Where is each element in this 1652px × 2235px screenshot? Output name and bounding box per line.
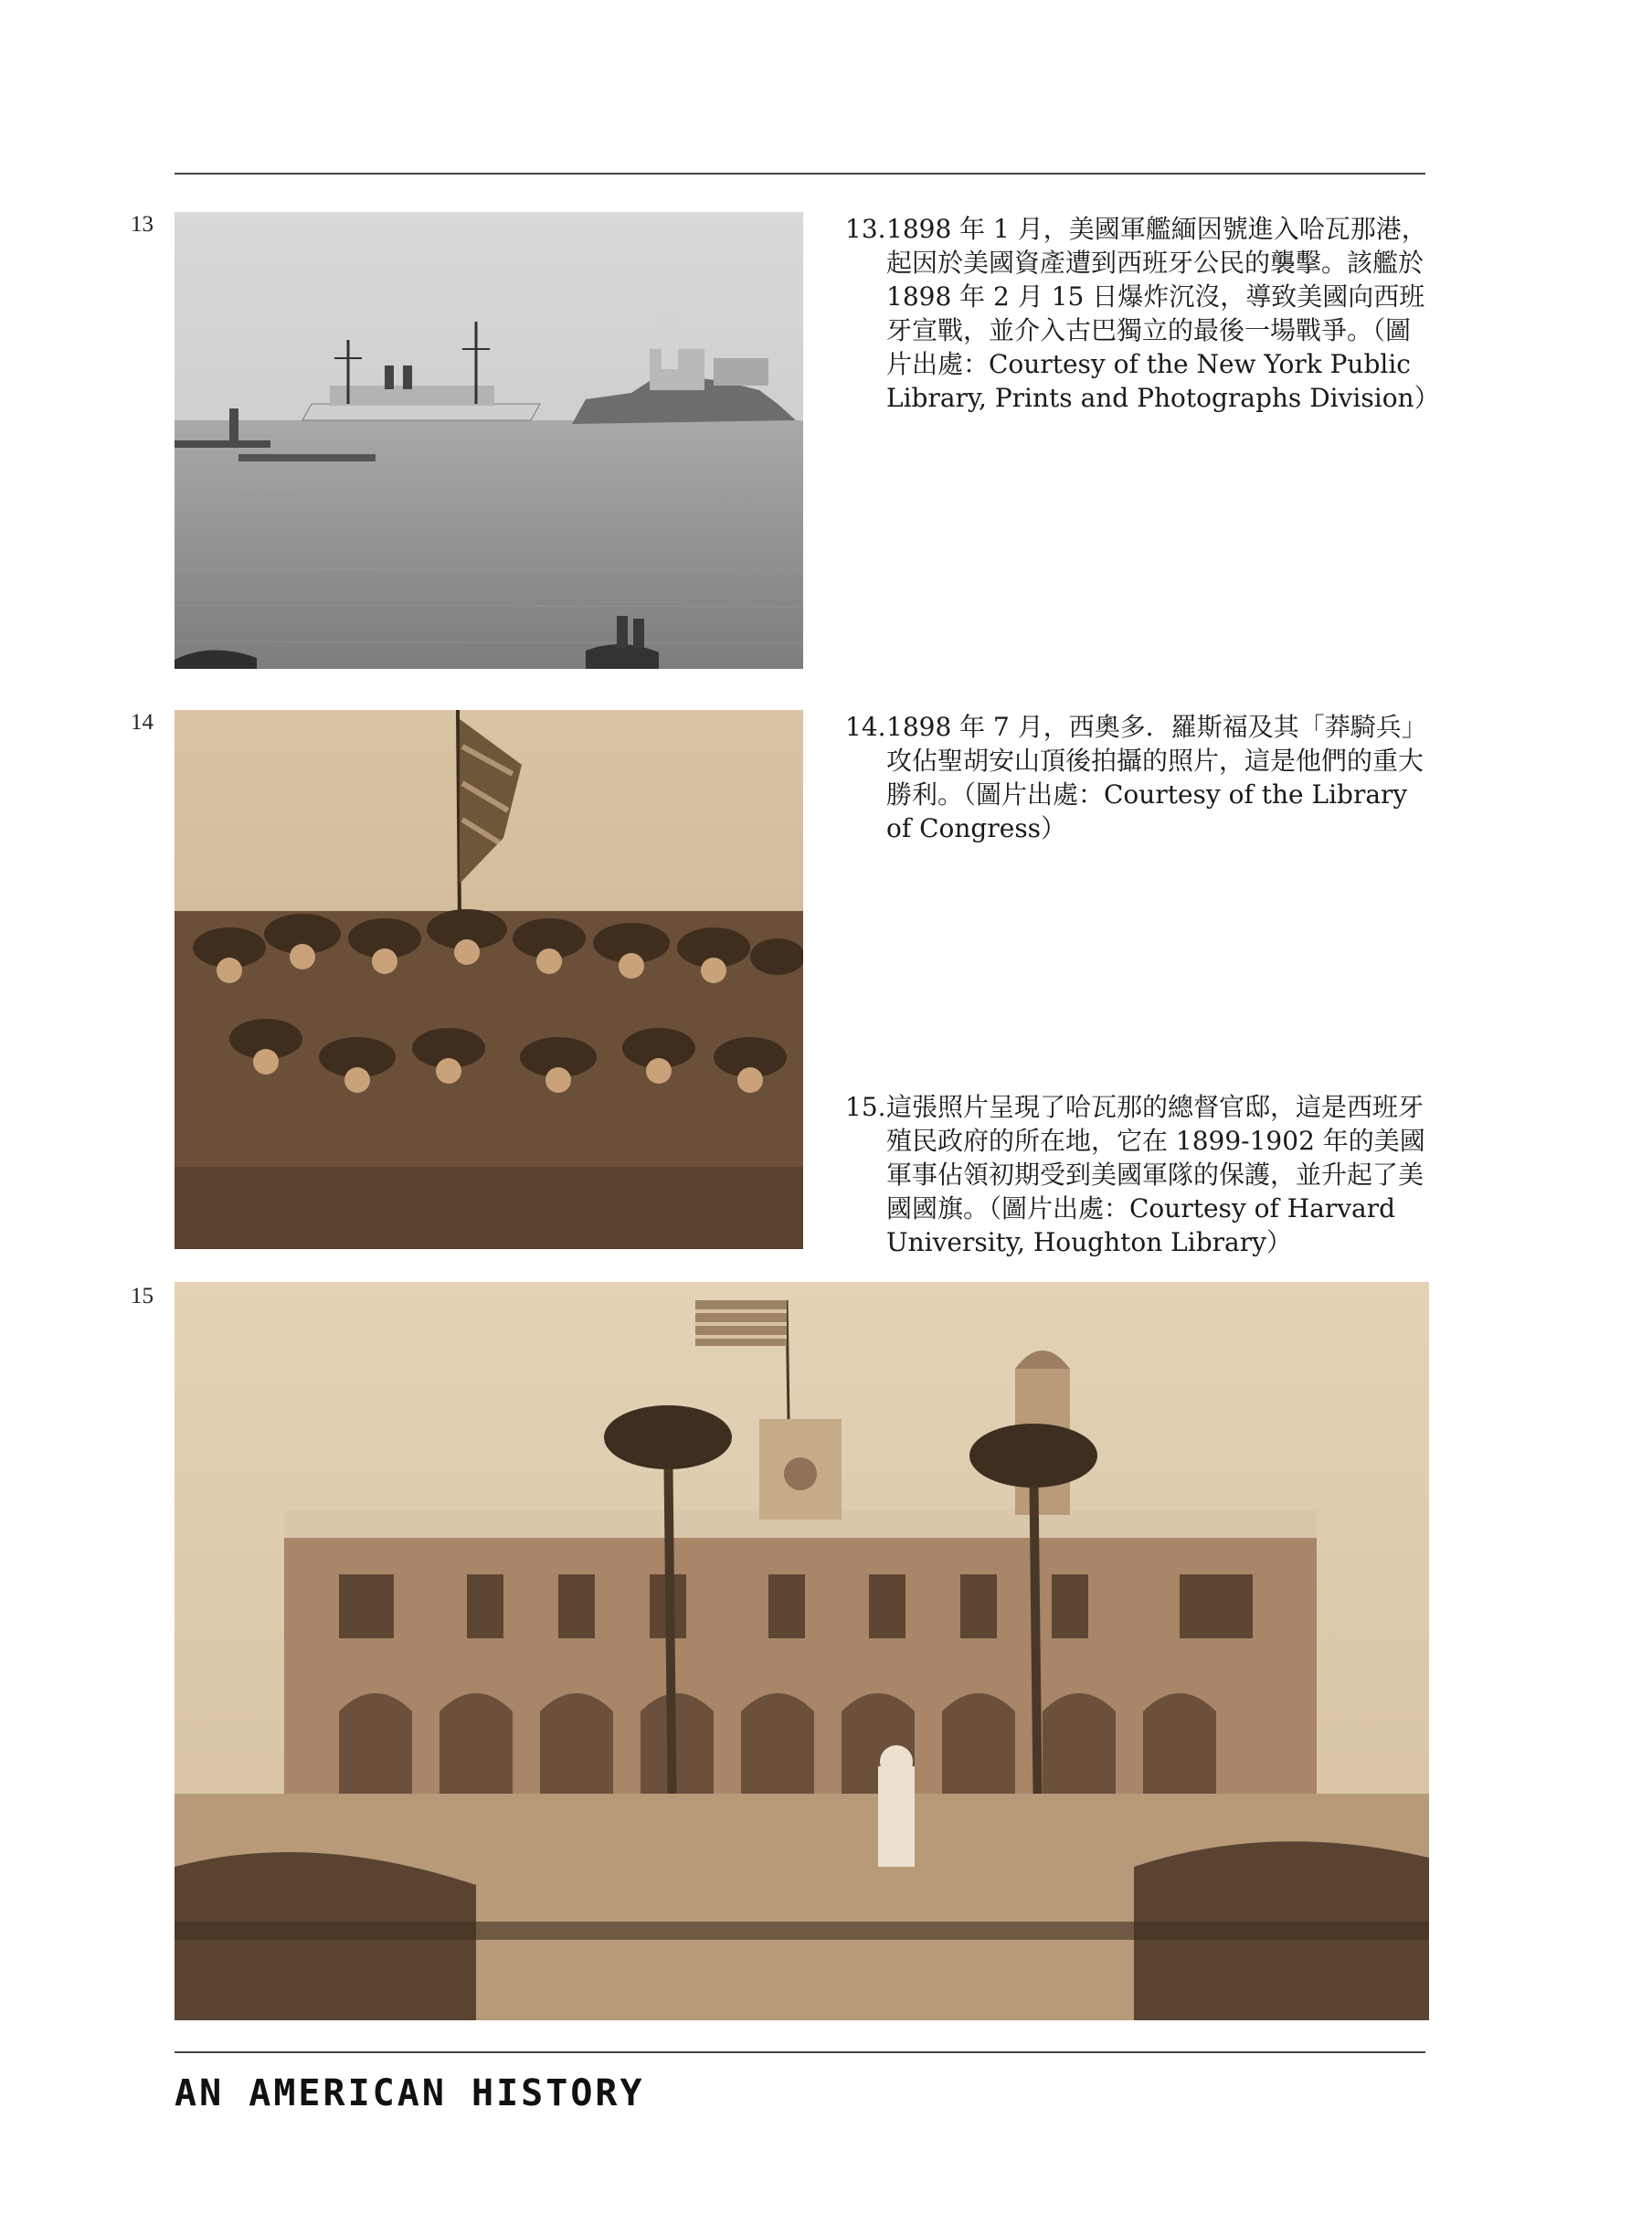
figure-15-photo-governors-palace (175, 1282, 1429, 2020)
figure-13-photo-harbor-battleship (175, 212, 803, 669)
figure-13-caption-number: 13. (845, 214, 886, 244)
footer-book-title: AN AMERICAN HISTORY (175, 2072, 645, 2114)
figure-14-caption-text: 1898 年 7 月，西奧多．羅斯福及其「莽騎兵」攻佔聖胡安山頂後拍攝的照片，這是他們的重大勝利。（圖片出處：Courtesy of the Library of Congress） (886, 712, 1427, 843)
figure-15-number: 15 (131, 1284, 154, 1308)
figure-14-caption (845, 710, 1430, 845)
figure-13-caption (845, 212, 1440, 415)
figure-14-photo-rough-riders (175, 710, 803, 1249)
figure-13-caption-text: 1898 年 1 月，美國軍艦緬因號進入哈瓦那港，起因於美國資產遭到西班牙公民的襲擊。該艦於 1898 年 2 月 15 日爆炸沉沒，導致美國向西班牙宣戰，並介入古巴獨立的最後一場戰爭。（圖片出處：Courtesy of the New York Public Library, Prints and Photographs Division） (886, 214, 1440, 413)
figure-14-caption-number: 14. (845, 712, 886, 742)
figure-15-caption (845, 1090, 1430, 1259)
figure-14-number: 14 (131, 710, 154, 735)
figure-15-caption-text: 這張照片呈現了哈瓦那的總督官邸，這是西班牙殖民政府的所在地，它在 1899-1902 年的美國軍事佔領初期受到美國軍隊的保護，並升起了美國國旗。（圖片出處：Courtesy of Harvard University, Houghton Library） (886, 1092, 1425, 1257)
top-rule (175, 173, 1425, 175)
bottom-rule (175, 2051, 1425, 2053)
figure-13-number: 13 (131, 212, 154, 237)
figure-15-caption-number: 15. (845, 1092, 886, 1122)
